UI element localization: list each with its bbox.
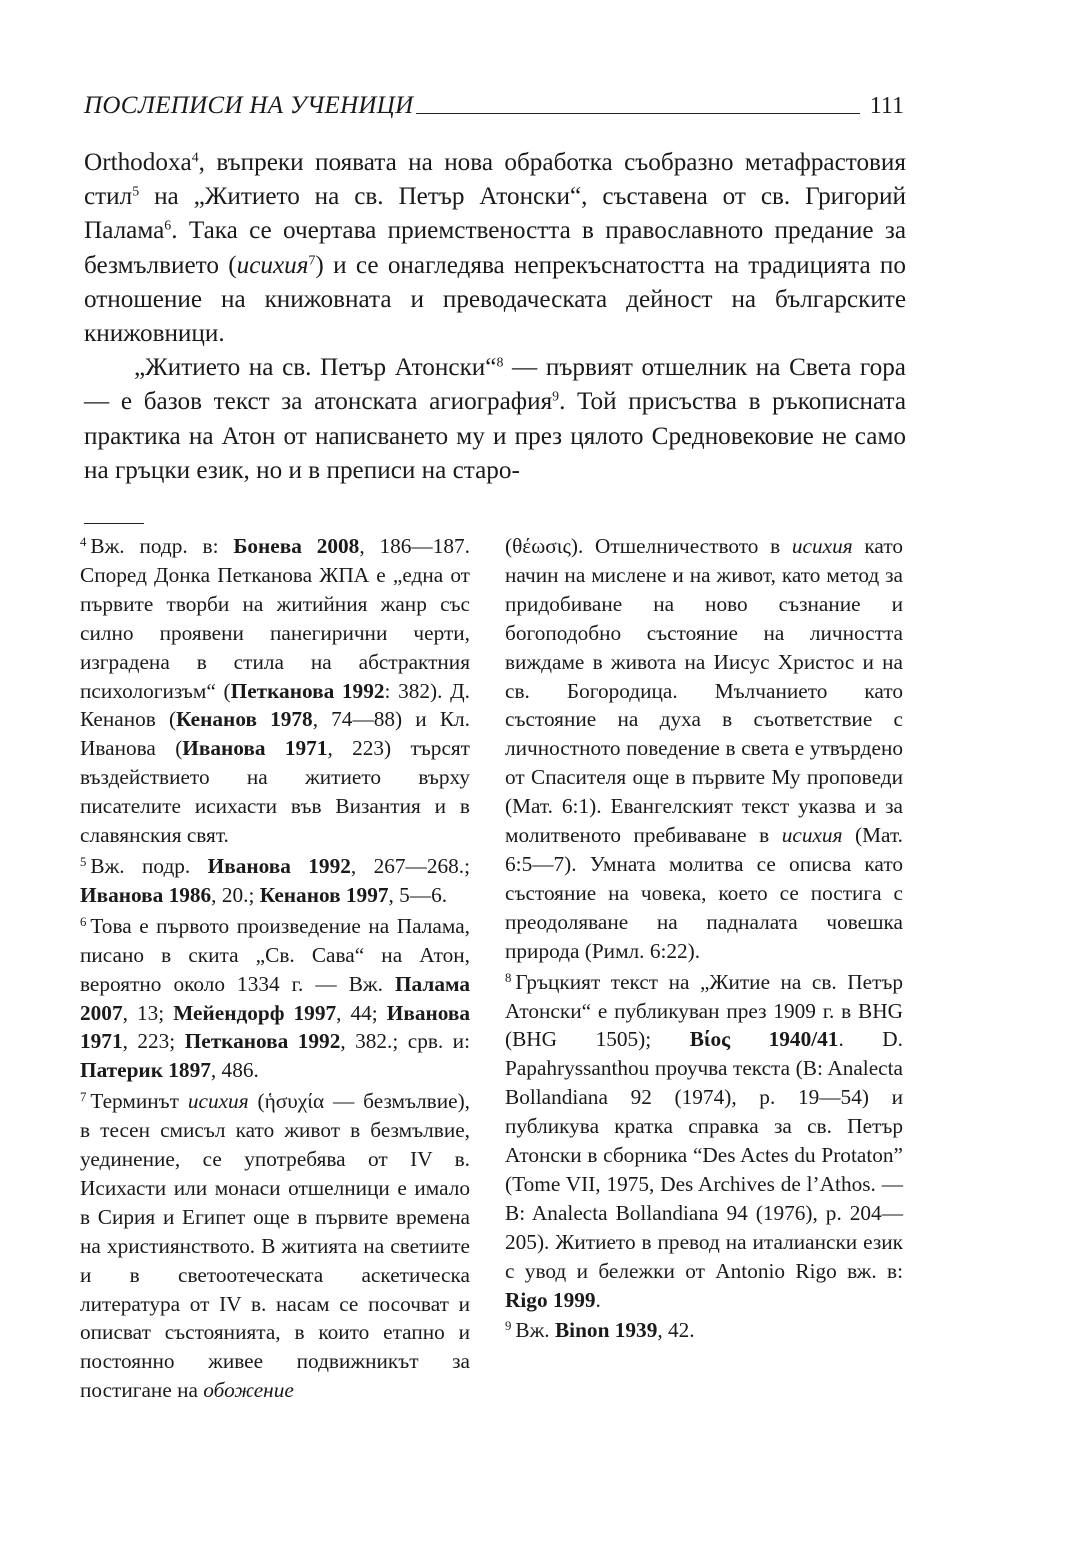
page-number: 111 bbox=[869, 93, 904, 119]
footnote-6 bbox=[80, 912, 470, 1085]
citation: Иванова 1971 bbox=[80, 1000, 471, 1054]
citation: Иванова 1992 bbox=[207, 853, 351, 878]
text-run: . bbox=[595, 1287, 601, 1312]
text-run: Вж. подр. в: bbox=[90, 534, 234, 558]
footnote-8 bbox=[505, 968, 903, 1315]
text-run: , 42. bbox=[657, 1318, 695, 1343]
text-run: , 13; bbox=[122, 1000, 174, 1025]
text-run: . Той присъства в ръкописната практика на Атон от написването му и през цялото Средновековие не само на гръцки език, но и в преписи на старо- bbox=[84, 388, 906, 484]
paragraph-2 bbox=[84, 351, 906, 488]
text-run: „Житието на св. Петър Атонски“ bbox=[134, 354, 497, 382]
text-run: , 267—268.; bbox=[350, 853, 471, 878]
citation: Binon 1939 bbox=[554, 1318, 658, 1343]
text-run: (ἡσυχία — безмълвие), в тесен смисъл като живот в безмълвие, уединение, се употребява от IV в. Исихасти или монаси отшелници е имало в Сирия и Египет още в първите времена на християнството. В житията на светиите и в светоотеческата аскетическа литература от IV в. насам се посочват и описват състоянията, в които етапно и постоянно живее подвижникът за постигане на bbox=[80, 1089, 470, 1403]
running-title: ПОСЛЕПИСИ НА УЧЕНИЦИ bbox=[84, 92, 414, 119]
footnote-5 bbox=[80, 852, 470, 910]
text-run: . Така се очертава приемствеността в православното предание за безмълвието ( bbox=[84, 217, 906, 279]
main-text bbox=[84, 146, 906, 488]
running-header bbox=[84, 86, 904, 120]
text-run: Вж. подр. bbox=[90, 853, 208, 878]
citation: Бонева 2008 bbox=[233, 534, 360, 558]
text-run: Това е първото произведение на Палама, писано в скита „Св. Сава“ на Атон, вероятно около 1334 г. — Вж. bbox=[80, 913, 470, 996]
footnote-mark: 4 bbox=[80, 534, 87, 549]
italic-term: исихия bbox=[187, 1089, 249, 1114]
footnote-ref-5: 5 bbox=[132, 183, 140, 199]
citation: Петканова 1992 bbox=[184, 1029, 341, 1054]
paragraph-1 bbox=[84, 146, 906, 351]
citation: Кенанов 1997 bbox=[259, 882, 389, 907]
italic-term: исихия bbox=[781, 823, 843, 848]
footnote-ref-6: 6 bbox=[164, 218, 172, 234]
text-run: . D. Papahryssanthou проучва текста (B: Analecta Bollandiana 92 (1974), p. 19—54) и публикува кратка справка за св. Петър Атонски в сборника “Des Actes du Protaton” (Tome VII, 1975, Des Archives de l’Athos. — B: Analecta Bollandiana 94 (1976), p. 204—205). Житието в превод на италиански език с увод и бележки от Antonio Rigo вж. в: bbox=[505, 1027, 903, 1283]
citation: Палама 2007 bbox=[80, 971, 470, 1025]
citation: Rigo 1999 bbox=[505, 1287, 596, 1312]
text-run: (Мат. 6:5—7). Умната молитва се описва като състояние на човека, което се постига с преодоляване на падналата човешка природа (Римл. 6:22). bbox=[505, 823, 903, 963]
text-run: (θέωσις). Отшелничеството в bbox=[505, 534, 792, 558]
text-run: на „Житието на св. Петър Атонски“, съставена от св. Григорий Палама bbox=[84, 183, 906, 245]
footnote-4 bbox=[80, 532, 470, 850]
footnotes-left-column bbox=[80, 532, 470, 1407]
footnote-mark: 7 bbox=[80, 1090, 87, 1105]
citation: Патерик 1897 bbox=[80, 1058, 211, 1083]
footnote-mark: 8 bbox=[505, 970, 512, 985]
text-run: — първият отшелник на Света гора — е базов текст за атонската агиография bbox=[84, 354, 906, 416]
text-run: , 20.; bbox=[211, 882, 260, 907]
text-run: , 486. bbox=[210, 1058, 259, 1083]
citation: Bίος 1940/41 bbox=[689, 1027, 839, 1052]
text-run: , 223) търсят въздействието на житието върху писателите исихасти във Византия и в славянския свят. bbox=[80, 736, 470, 848]
text-run: , 223; bbox=[122, 1029, 185, 1054]
citation: Кенанов 1978 bbox=[176, 707, 313, 732]
text-run: , 382.; срв. и: bbox=[340, 1029, 470, 1054]
footnote-7 bbox=[80, 1087, 470, 1405]
text-run: , въпреки появата на нова обработка съобразно метафрастовия стил bbox=[84, 149, 906, 211]
footnotes-right-column bbox=[505, 532, 903, 1347]
footnote-ref-4: 4 bbox=[191, 149, 199, 165]
text-run: , 5—6. bbox=[388, 882, 448, 907]
footnote-mark: 5 bbox=[80, 854, 87, 869]
footnote-ref-8: 8 bbox=[496, 354, 504, 370]
footnote-mark: 9 bbox=[505, 1319, 512, 1334]
footnote-separator bbox=[84, 523, 144, 524]
footnote-7-continued bbox=[505, 532, 903, 966]
italic-term: обожение bbox=[203, 1378, 294, 1403]
footnote-9 bbox=[505, 1316, 903, 1345]
text-run: Orthodoxa bbox=[84, 149, 192, 176]
text-run: , 44; bbox=[336, 1000, 387, 1025]
text-run: като начин на мислене и на живот, като метод за придобиване на ново съзнание и богоподобно състояние на личността виждаме в живота на Иисус Христос и на св. Богородица. Мълчанието като състояние на духа в съответствие с личностното поведение в света е утвърдено от Спасителя още в първите Му проповеди (Мат. 6:1). Евангелският текст указва и за молитвеното пребиваване в bbox=[505, 534, 903, 848]
footnote-ref-7: 7 bbox=[308, 252, 316, 268]
italic-term: исихия bbox=[236, 251, 309, 279]
citation: Иванова 1971 bbox=[182, 736, 328, 761]
text-run: , 186—187. Според Донка Петканова ЖПА е „една от първите творби на житийния жанр със силно проявени панегирични черти, изградена в стила на абстрактния психологизъм“ ( bbox=[80, 534, 470, 703]
text-run: ) и се онагледява непрекъснатостта на традицията по отношение на книжовната и преводаческата дейност на българските книжовници. bbox=[84, 251, 906, 348]
header-rule bbox=[416, 113, 860, 114]
italic-term: исихия bbox=[791, 534, 853, 558]
footnote-mark: 6 bbox=[80, 914, 87, 929]
text-run: Вж. bbox=[515, 1318, 555, 1343]
text-run: , 74—88) и Кл. Иванова ( bbox=[80, 707, 470, 761]
text-run: : 382). Д. Кенанов ( bbox=[80, 678, 470, 732]
text-run: Терминът bbox=[90, 1089, 188, 1114]
text-run: Гръцкият текст на „Житие на св. Петър Атонски“ е публикуван през 1909 г. в BHG (BHG 1505); bbox=[505, 969, 903, 1052]
citation: Мейендорф 1997 bbox=[173, 1000, 337, 1025]
footnote-ref-9: 9 bbox=[552, 389, 560, 405]
citation: Петканова 1992 bbox=[230, 678, 385, 703]
citation: Иванова 1986 bbox=[80, 882, 212, 907]
